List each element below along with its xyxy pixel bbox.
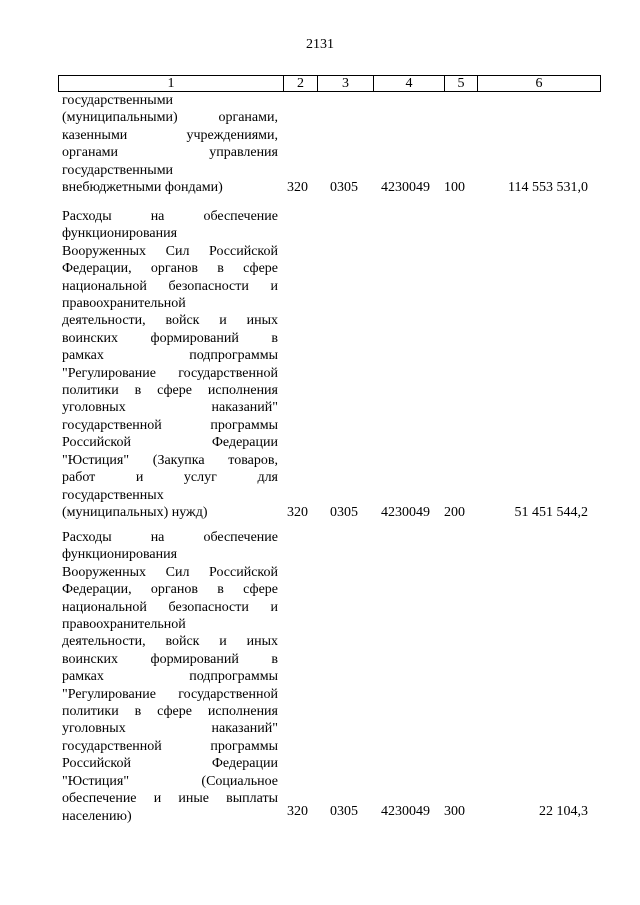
- amount: 51 451 544,2: [514, 505, 588, 520]
- column-header-3: 3: [318, 76, 374, 92]
- expense-type-code: 200: [444, 505, 465, 520]
- column-header-6: 6: [478, 76, 601, 92]
- ved-code: 320: [287, 180, 308, 195]
- row-description: [62, 92, 278, 196]
- ved-code: 320: [287, 804, 308, 819]
- description-line: внебюджетными фондами): [62, 180, 223, 196]
- description-line: обеспечение и иные выплаты: [62, 791, 278, 807]
- description-line: уголовных наказаний": [62, 400, 278, 416]
- description-line: национальной безопасности и: [62, 599, 278, 615]
- description-line: деятельности, войск и иных: [62, 634, 278, 650]
- target-article-code: 4230049: [381, 804, 430, 819]
- column-header-5: 5: [445, 76, 478, 92]
- description-line: правоохранительной: [62, 617, 186, 633]
- description-line: (муниципальными) органами,: [62, 110, 278, 126]
- target-article-code: 4230049: [381, 180, 430, 195]
- amount: 22 104,3: [539, 804, 588, 819]
- description-line: уголовных наказаний": [62, 721, 278, 737]
- description-line: Расходы на обеспечение: [62, 530, 278, 545]
- section-code: 0305: [330, 505, 358, 520]
- description-line: "Юстиция" (Социальное: [62, 773, 278, 789]
- ved-code: 320: [287, 505, 308, 520]
- page-number: 2131: [306, 37, 334, 52]
- description-line: функционирования: [62, 226, 178, 242]
- description-line: воинских формирований в: [62, 651, 278, 667]
- description-line: Российской Федерации: [62, 435, 278, 451]
- description-line: государственными: [62, 93, 174, 108]
- description-line: воинских формирований в: [62, 330, 278, 346]
- description-line: правоохранительной: [62, 296, 186, 312]
- description-line: (муниципальных) нужд): [62, 504, 208, 520]
- column-header-table: [58, 75, 601, 92]
- row-description: [62, 208, 278, 521]
- column-header-row: [59, 76, 601, 92]
- description-line: населению): [62, 808, 132, 824]
- description-line: политики в сфере исполнения: [62, 383, 278, 399]
- description-line: государственных: [62, 487, 164, 503]
- amount: 114 553 531,0: [508, 180, 588, 195]
- column-header-1: 1: [59, 76, 284, 92]
- description-line: рамках подпрограммы: [62, 669, 278, 685]
- target-article-code: 4230049: [381, 505, 430, 520]
- description-line: Федерации, органов в сфере: [62, 582, 278, 598]
- description-line: органами управления: [62, 145, 278, 161]
- description-line: Федерации, органов в сфере: [62, 261, 278, 277]
- description-line: Российской Федерации: [62, 756, 278, 772]
- description-line: деятельности, войск и иных: [62, 313, 278, 329]
- description-line: работ и услуг для: [62, 470, 278, 486]
- description-line: политики в сфере исполнения: [62, 704, 278, 720]
- column-header-2: 2: [284, 76, 318, 92]
- expense-type-code: 300: [444, 804, 465, 819]
- description-line: "Регулирование государственной: [62, 365, 278, 381]
- description-line: казенными учреждениями,: [62, 127, 278, 143]
- description-line: государственной программы: [62, 738, 278, 754]
- description-line: государственной программы: [62, 417, 278, 433]
- description-line: государственными: [62, 162, 174, 178]
- section-code: 0305: [330, 180, 358, 195]
- description-line: Вооруженных Сил Российской: [62, 243, 278, 259]
- description-line: "Регулирование государственной: [62, 686, 278, 702]
- section-code: 0305: [330, 804, 358, 819]
- expense-type-code: 100: [444, 180, 465, 195]
- row-description: [62, 529, 278, 825]
- description-line: Вооруженных Сил Российской: [62, 564, 278, 580]
- description-line: "Юстиция" (Закупка товаров,: [62, 452, 278, 468]
- description-line: рамках подпрограммы: [62, 348, 278, 364]
- description-line: функционирования: [62, 547, 178, 563]
- description-line: Расходы на обеспечение: [62, 209, 278, 224]
- column-header-4: 4: [374, 76, 445, 92]
- description-line: национальной безопасности и: [62, 278, 278, 294]
